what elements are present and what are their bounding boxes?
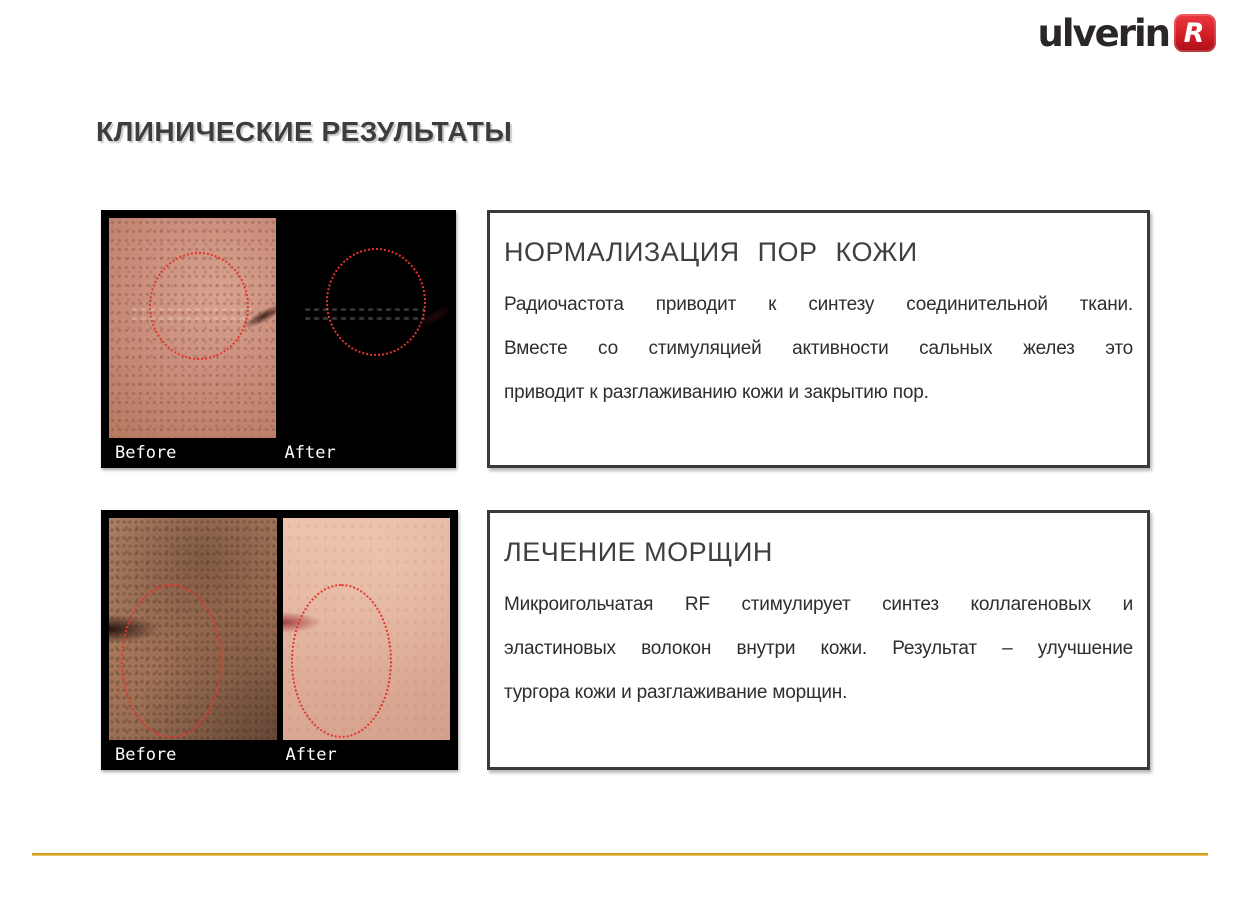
photo-after: [283, 518, 451, 740]
body-line: Вместе со стимуляцией активности сальных желез это: [504, 338, 1133, 359]
body-line: Микроигольчатая RF стимулирует синтез коллагеновых и: [504, 594, 1133, 615]
highlight-circle: [149, 252, 249, 360]
box-heading: НОРМАЛИЗАЦИЯ ПОР КОЖИ: [504, 237, 918, 267]
before-label: Before: [115, 443, 177, 463]
box-body: [504, 294, 1133, 404]
footer-accent-line: [32, 853, 1208, 856]
brand-badge-icon: [1174, 14, 1216, 52]
photo-after: [282, 218, 449, 438]
before-label: Before: [115, 745, 177, 765]
brand-name: ulverin: [1037, 11, 1169, 55]
body-line: тургора кожи и разглаживание морщин.: [504, 682, 848, 703]
photo-before: [109, 518, 277, 740]
after-label: After: [285, 745, 337, 765]
photo-pair: [109, 518, 450, 740]
watermark: [305, 308, 425, 324]
body-line: Радиочастота приводит к синтезу соединительной ткани.: [504, 294, 1133, 315]
result-box-pores: [487, 210, 1150, 468]
highlight-circle: [326, 248, 426, 356]
result-box-wrinkles: [487, 510, 1150, 770]
brand-logo: [1037, 11, 1216, 55]
box-body: [504, 594, 1133, 704]
photo-labels: [109, 740, 450, 770]
brand-badge-letter: R: [1183, 17, 1205, 49]
photo-before: [109, 218, 276, 438]
before-after-photo-pores: [101, 210, 456, 468]
before-after-photo-wrinkles: [101, 510, 458, 770]
body-line: эластиновых волокон внутри кожи. Результат – улучшение: [504, 638, 1133, 659]
highlight-circle: [121, 584, 222, 738]
highlight-circle: [291, 584, 392, 738]
body-line: приводит к разглаживанию кожи и закрытию пор.: [504, 382, 929, 403]
photo-labels: [109, 438, 448, 468]
after-label: After: [284, 443, 336, 463]
box-heading: ЛЕЧЕНИЕ МОРЩИН: [504, 537, 773, 567]
watermark: [132, 308, 252, 324]
photo-pair: [109, 218, 448, 438]
page-title: КЛИНИЧЕСКИЕ РЕЗУЛЬТАТЫ: [96, 116, 513, 147]
